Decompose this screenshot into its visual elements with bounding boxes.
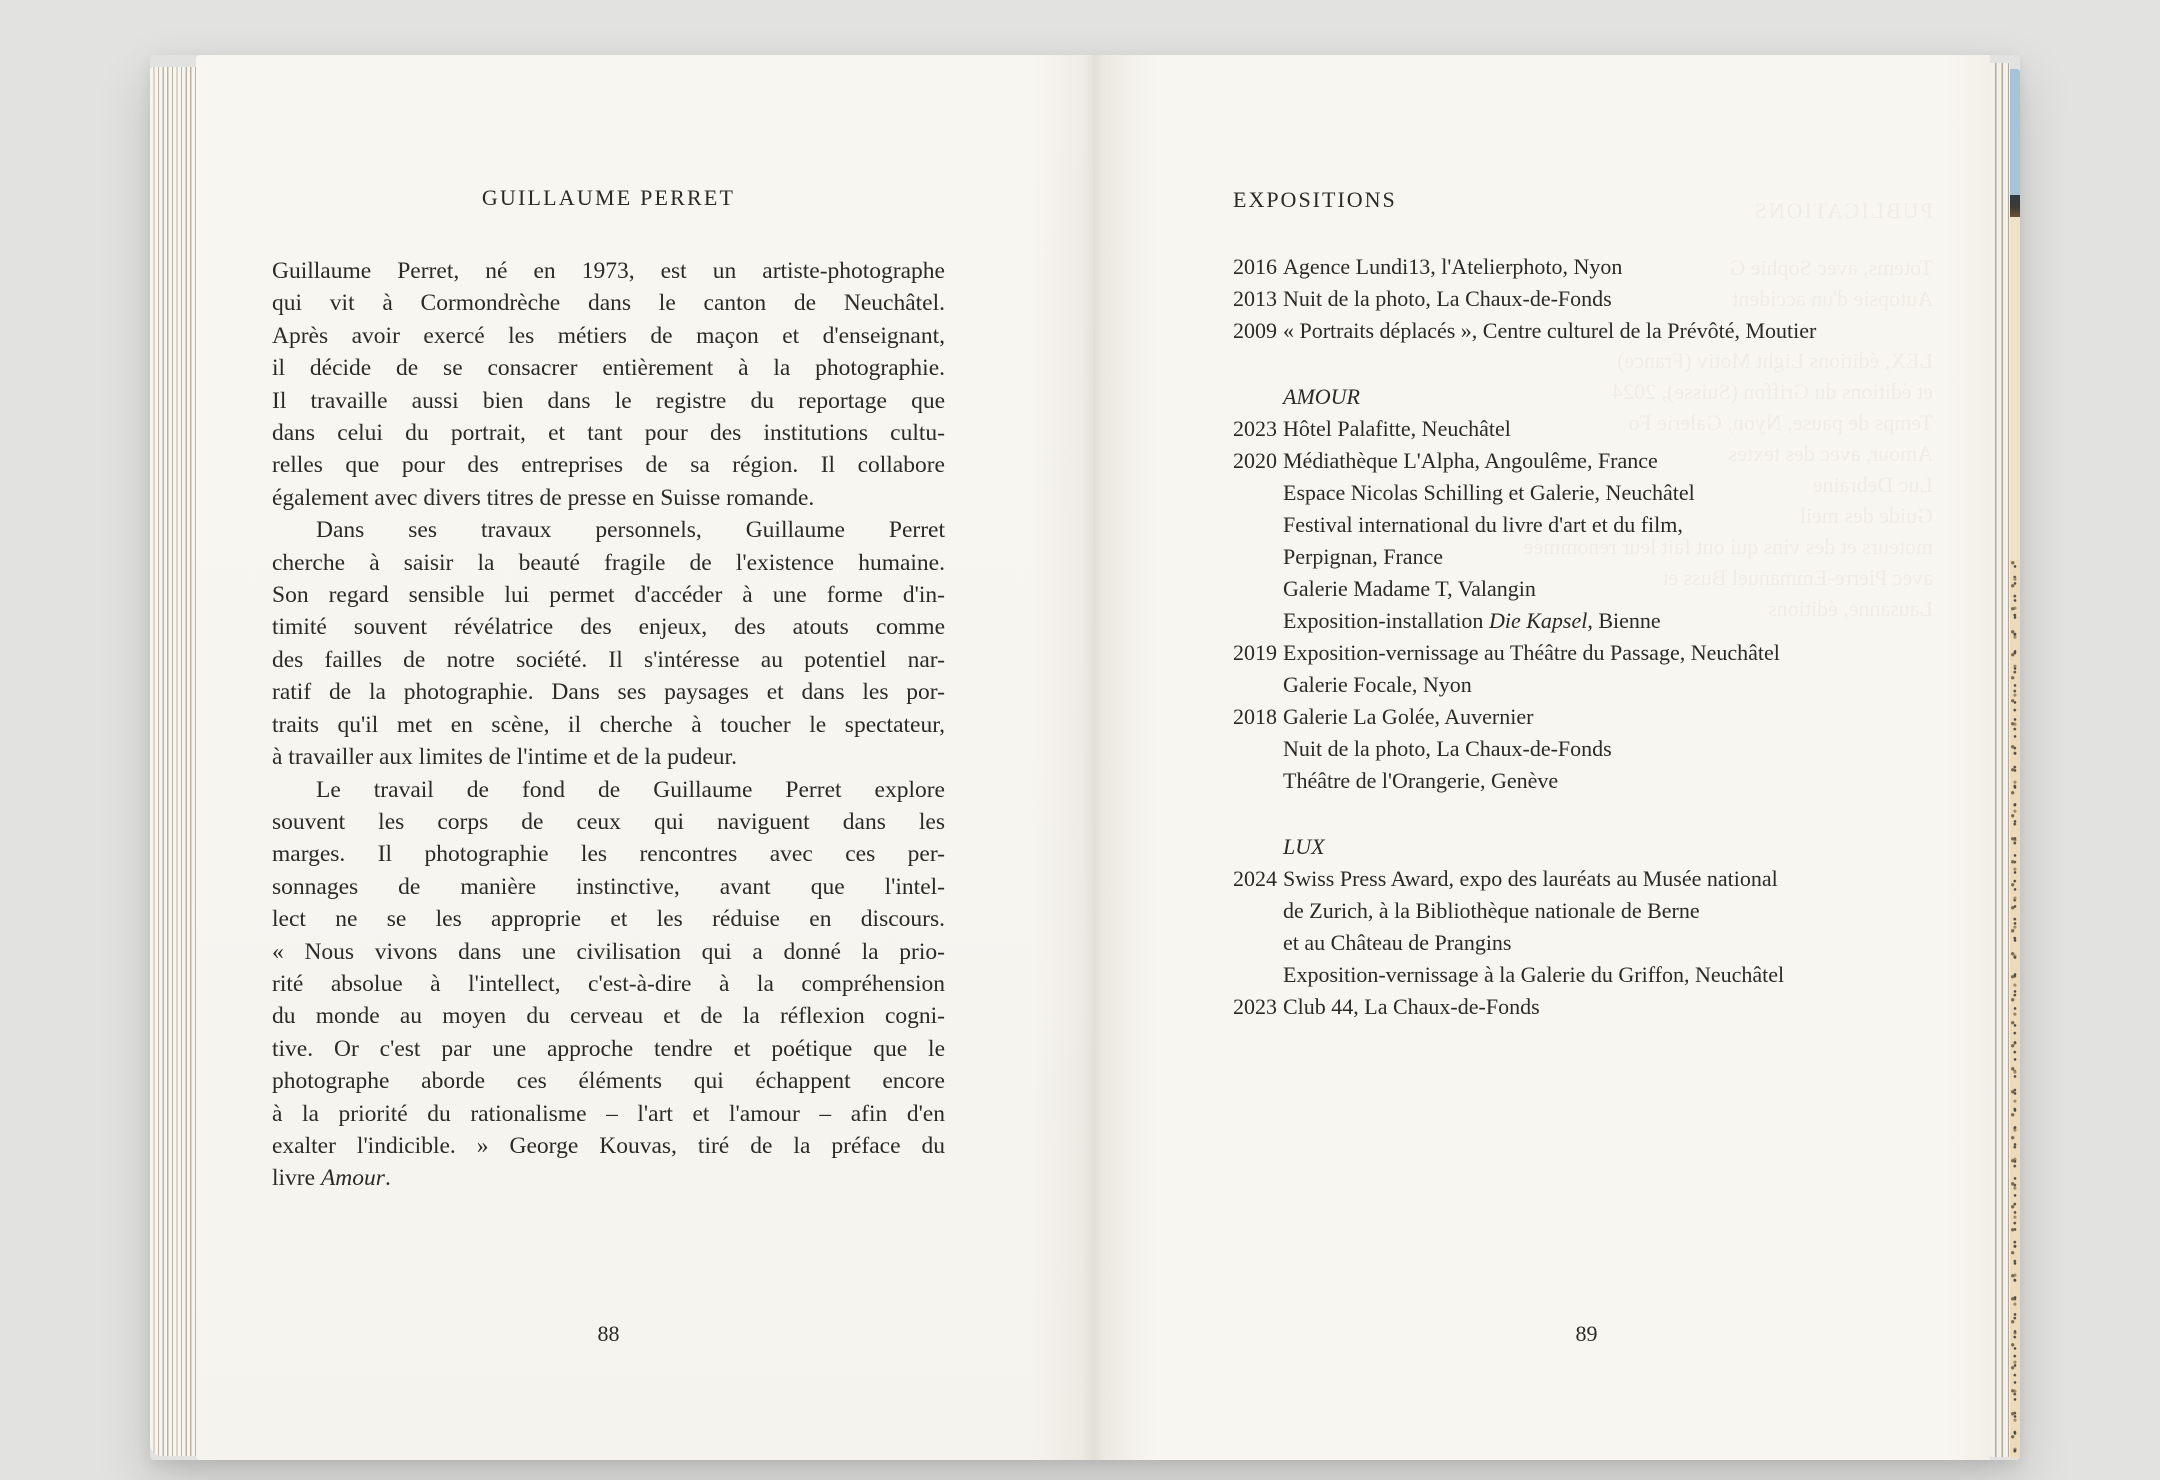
exhibition-text xyxy=(1283,445,1953,477)
exhibition-row xyxy=(1233,251,1953,283)
year-label xyxy=(1233,477,1283,509)
exhibition-text xyxy=(1283,895,1953,927)
exhibition-row xyxy=(1233,541,1953,573)
text-segment: Agence Lundi13, l'Atelierphoto, Nyon xyxy=(1283,254,1623,279)
showthrough-line: Lausanne, éditions xyxy=(1768,596,1933,621)
text-line: rité absolue à l'intellect, c'est-à-dire à la compréhension xyxy=(272,970,945,997)
text-segment: Théâtre de l'Orangerie, Genève xyxy=(1283,768,1559,793)
text-line: Le travail de fond de Guillaume Perret explore xyxy=(316,776,945,803)
text-line: Guillaume Perret, né en 1973, est un artiste-photographe xyxy=(272,258,945,284)
exhibition-text xyxy=(1283,509,1953,541)
exhibition-text xyxy=(1283,541,1953,573)
text-line: du monde au moyen du cerveau et de la réflexion cogni- xyxy=(272,1003,945,1030)
left-body xyxy=(272,255,945,1195)
text-line xyxy=(272,1162,945,1194)
exhibition-text xyxy=(1283,573,1953,605)
text-line: tive. Or c'est par une approche tendre et poétique que le xyxy=(272,1035,945,1062)
text-line: marges. Il photographie les rencontres avec ces per- xyxy=(272,841,945,868)
showthrough-line: LEX, éditions Light Motiv (France) xyxy=(1617,348,1933,373)
exhibition-text xyxy=(1283,251,1953,283)
text-segment: Exposition-vernissage à la Galerie du Griffon, Neuchâtel xyxy=(1283,962,1785,987)
text-line: Il travaille aussi bien dans le registre du reportage que xyxy=(272,387,945,414)
exhibition-text xyxy=(1283,315,1953,347)
exhibition-text xyxy=(1283,733,1953,765)
series-title: AMOUR xyxy=(1283,384,1360,409)
text-segment: livre xyxy=(272,1165,321,1192)
showthrough-line: Amour, avec des textes xyxy=(1728,441,1933,466)
exhibition-row xyxy=(1233,701,1953,733)
exhibition-row xyxy=(1233,509,1953,541)
text-segment: Exposition-installation xyxy=(1283,608,1489,633)
book-spread xyxy=(150,55,2020,1460)
page-title: GUILLAUME PERRET xyxy=(481,185,736,210)
text-segment: et au Château de Prangins xyxy=(1283,930,1512,955)
exhibition-row xyxy=(1233,669,1953,701)
showthrough-line: et éditions du Griffon (Suisse), 2024 xyxy=(1611,379,1933,404)
text-line: dans celui du portrait, et tant pour des institutions cultu- xyxy=(272,420,945,447)
paragraph xyxy=(272,774,945,1195)
year-label: 2019 xyxy=(1233,640,1277,665)
exhibition-row xyxy=(1233,315,1953,347)
text-segment: Nuit de la photo, La Chaux-de-Fonds xyxy=(1283,736,1612,761)
year-label xyxy=(1233,669,1283,701)
year-label: 2018 xyxy=(1233,704,1277,729)
exhibition-text xyxy=(1283,477,1953,509)
year-label xyxy=(1233,927,1283,959)
showthrough-line: Temps de pause, Nyon, Galerie Fo xyxy=(1628,410,1933,435)
exhibition-text xyxy=(1283,863,1953,895)
year-label: 2020 xyxy=(1233,448,1277,473)
text-segment: Espace Nicolas Schilling et Galerie, Neuchâtel xyxy=(1283,480,1695,505)
year-label: 2023 xyxy=(1233,994,1277,1019)
sliver-speckled-sand xyxy=(2010,560,2020,1458)
year-label: 2016 xyxy=(1233,254,1277,279)
text-segment: Galerie La Golée, Auvernier xyxy=(1283,704,1534,729)
text-line: qui vit à Cormondrèche dans le canton de Neuchâtel. xyxy=(272,290,945,317)
year-label xyxy=(1233,959,1283,991)
text-line: également avec divers titres de presse en Suisse romande. xyxy=(272,484,815,511)
exhibition-row xyxy=(1233,895,1953,927)
text-segment: . xyxy=(384,1165,391,1192)
cover-photo-sliver xyxy=(2010,69,2020,1458)
year-label: 2009 xyxy=(1233,318,1277,343)
paragraph xyxy=(272,255,945,514)
exhibition-text xyxy=(1283,765,1953,797)
text-line: Après avoir exercé les métiers de maçon et d'enseignant, xyxy=(272,322,945,349)
year-label xyxy=(1233,573,1283,605)
year-label xyxy=(1233,509,1283,541)
year-label: 2023 xyxy=(1233,416,1277,441)
left-fore-edge-pages xyxy=(150,67,196,1456)
text-line: sonnages de manière instinctive, avant que l'intel- xyxy=(272,873,945,900)
paragraph xyxy=(272,514,945,773)
text-line: relles que pour des entreprises de sa région. Il collabore xyxy=(272,452,945,479)
right-page xyxy=(1093,55,1990,1460)
text-line: timité souvent révélatrice des enjeux, des atouts comme xyxy=(272,614,945,641)
exhibition-text xyxy=(1283,637,1953,669)
exhibition-row xyxy=(1233,605,1953,637)
text-segment: Die Kapsel xyxy=(1488,608,1588,633)
text-segment: « Portraits déplacés », Centre culturel de la Prévôté, Moutier xyxy=(1283,318,1817,343)
text-segment: Hôtel Palafitte, Neuchâtel xyxy=(1283,416,1511,441)
showthrough-heading: PUBLICATIONS xyxy=(1752,198,1933,223)
text-line: photographe aborde ces éléments qui échappent encore xyxy=(272,1068,945,1095)
exhibition-row xyxy=(1233,637,1953,669)
text-line: à la priorité du rationalisme – l'art et l'amour – afin d'en xyxy=(272,1100,945,1127)
series-title: LUX xyxy=(1283,834,1325,859)
exhibition-text xyxy=(1283,413,1953,445)
year-label xyxy=(1233,765,1283,797)
exhibition-text xyxy=(1283,669,1953,701)
year-label xyxy=(1233,605,1283,637)
exhibition-text xyxy=(1283,927,1953,959)
text-segment: Médiathèque L'Alpha, Angoulême, France xyxy=(1283,448,1658,473)
exhibition-row xyxy=(1233,863,1953,895)
sliver-sand xyxy=(2010,217,2020,560)
exhibition-text xyxy=(1283,701,1953,733)
text-line: souvent les corps de ceux qui naviguent dans les xyxy=(272,808,945,835)
text-segment: Festival international du livre d'art et du film, xyxy=(1283,512,1683,537)
showthrough-line: Guide des meil xyxy=(1799,503,1933,528)
left-page xyxy=(196,55,1093,1460)
text-segment: , Bienne xyxy=(1587,608,1661,633)
exhibition-row xyxy=(1233,445,1953,477)
exhibition-row xyxy=(1233,927,1953,959)
exhibition-text xyxy=(1283,991,1953,1023)
showthrough-line: avec Pierre-Emmanuel Buss et xyxy=(1662,565,1933,590)
exhibition-row xyxy=(1233,733,1953,765)
year-label: 2013 xyxy=(1233,286,1277,311)
year-label xyxy=(1233,733,1283,765)
right-page-number: 89 xyxy=(1575,1321,1598,1346)
year-label xyxy=(1233,895,1283,927)
exhibition-row xyxy=(1233,765,1953,797)
exhibition-text xyxy=(1283,959,1953,991)
text-line: « Nous vivons dans une civilisation qui a donné la prio- xyxy=(272,938,945,965)
year-label: 2024 xyxy=(1233,866,1277,891)
exhibition-row xyxy=(1233,991,1953,1023)
showthrough-line: Autopsie d'un accident xyxy=(1732,286,1933,311)
left-page-number: 88 xyxy=(597,1321,620,1346)
text-line: à travailler aux limites de l'intime et de la pudeur. xyxy=(272,744,737,771)
text-line: lect ne se les approprie et les réduise en discours. xyxy=(272,906,945,933)
showthrough-line: moteurs et des vins qui ont fait leur renommée xyxy=(1523,534,1933,559)
exhibition-row xyxy=(1233,283,1953,315)
exhibition-row xyxy=(1233,959,1953,991)
text-segment: Amour xyxy=(320,1165,385,1192)
text-line: exalter l'indicible. » George Kouvas, tiré de la préface du xyxy=(272,1132,945,1159)
exhibition-text xyxy=(1283,283,1953,315)
text-segment: Exposition-vernissage au Théâtre du Passage, Neuchâtel xyxy=(1283,640,1780,665)
text-line: Dans ses travaux personnels, Guillaume Perret xyxy=(316,517,945,544)
text-segment: Galerie Madame T, Valangin xyxy=(1283,576,1536,601)
expositions-heading: EXPOSITIONS xyxy=(1233,187,1397,212)
right-fore-edge-pages xyxy=(1990,63,2010,1457)
sliver-sky xyxy=(2010,69,2020,195)
text-segment: Club 44, La Chaux-de-Fonds xyxy=(1283,994,1540,1019)
sliver-dark-band xyxy=(2010,195,2020,217)
text-segment: Nuit de la photo, La Chaux-de-Fonds xyxy=(1283,286,1612,311)
text-segment: de Zurich, à la Bibliothèque nationale de Berne xyxy=(1283,898,1700,923)
text-segment: Swiss Press Award, expo des lauréats au Musée national xyxy=(1283,866,1778,891)
showthrough-line: Luc Debraine xyxy=(1812,472,1933,497)
year-label xyxy=(1233,541,1283,573)
text-segment: Galerie Focale, Nyon xyxy=(1283,672,1472,697)
text-line: cherche à saisir la beauté fragile de l'existence humaine. xyxy=(272,549,945,576)
text-segment: Perpignan, France xyxy=(1283,544,1444,569)
text-line: des failles de notre société. Il s'intéresse au potentiel nar- xyxy=(272,646,945,673)
showthrough-line: Totems, avec Sophie G xyxy=(1729,255,1933,280)
text-line: ratif de la photographie. Dans ses paysages et dans les por- xyxy=(272,679,945,706)
exhibition-row xyxy=(1233,413,1953,445)
text-line: traits qu'il met en scène, il cherche à toucher le spectateur, xyxy=(272,711,945,738)
text-line: Son regard sensible lui permet d'accéder à une forme d'in- xyxy=(272,582,945,609)
exhibition-row xyxy=(1233,573,1953,605)
exhibition-text xyxy=(1283,605,1953,637)
exhibitions-list xyxy=(1233,251,1953,1023)
text-line: il décide de se consacrer entièrement à la photographie. xyxy=(272,355,945,382)
exhibition-row xyxy=(1233,477,1953,509)
